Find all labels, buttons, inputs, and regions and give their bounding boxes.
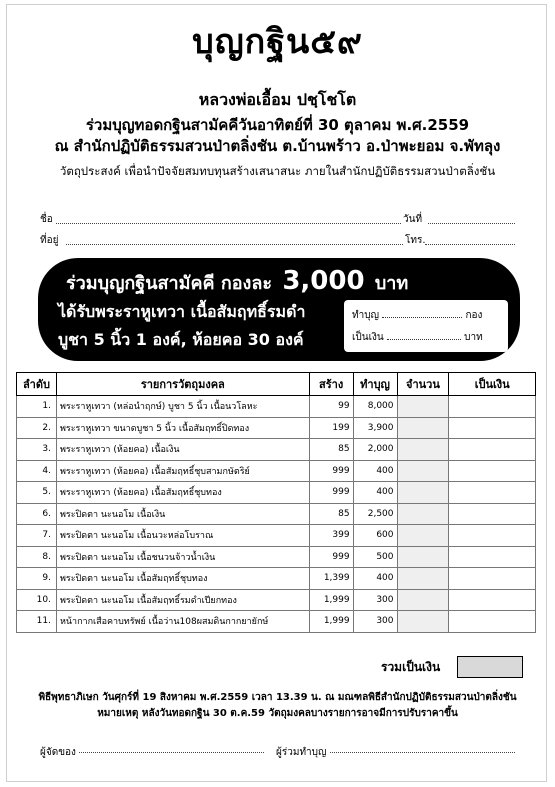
row-item-name: พระราหูเทวา (ห้อยคอ) เนื้อเงิน <box>56 439 309 461</box>
donor-sign <box>276 745 515 760</box>
row-number: 11. <box>17 611 57 633</box>
row-number: 5. <box>17 482 57 504</box>
remark-note: หมายเหตุ หลังวันทอดกฐิน 30 ต.ค.59 วัตถุมงคลบางรายการอาจมีการปรับราคาขึ้น <box>97 708 458 719</box>
row-number: 3. <box>17 439 57 461</box>
row-qty-field[interactable] <box>397 460 449 482</box>
row-number: 1. <box>17 396 57 418</box>
row-qty-field[interactable] <box>397 503 449 525</box>
table-row <box>17 503 536 525</box>
col-header-no: ลำดับ <box>17 373 57 396</box>
event-location-line: ณ สำนักปฏิบัติธรรมสวนป่าตลิ่งชัน ต.บ้านพร้าว อ.ป่าพะยอม จ.พัทลุง <box>54 137 501 155</box>
row-price: 400 <box>353 460 397 482</box>
row-price: 3,900 <box>353 417 397 439</box>
address-label: ที่อยู่ <box>40 235 59 246</box>
table-row <box>17 482 536 504</box>
box-units-field[interactable] <box>382 317 462 318</box>
row-item-name: หน้ากากเสือคาบทรัพย์ เนื้อว่าน108ผสมดินกากยายักษ์ <box>56 611 309 633</box>
date-label: วันที่ <box>403 214 423 225</box>
row-item-name: พระปิดตา นะนอโม เนื้อสัมฤทธิ์รมดำเปียกทอง <box>56 589 309 611</box>
box-amount-unit: บาท <box>464 332 483 343</box>
phone-field[interactable] <box>425 243 515 245</box>
row-build-count: 99 <box>309 396 353 418</box>
row-qty-field[interactable] <box>397 525 449 547</box>
row-item-name: พระปิดตา นะนอโม เนื้อสัมฤทธิ์ชุบทอง <box>56 568 309 590</box>
row-price: 8,000 <box>353 396 397 418</box>
row-number: 7. <box>17 525 57 547</box>
row-amount-field[interactable] <box>449 611 536 633</box>
purpose-line: วัตถุประสงค์ เพื่อนำปัจจัยสมทบทุนสร้างเสนาสนะ ภายในสำนักปฏิบัติธรรมสวนป่าตลิ่งชัน <box>59 164 496 178</box>
row-item-name: พระปิดตา นะนอโม เนื้อนวะหล่อโบราณ <box>56 525 309 547</box>
row-number: 9. <box>17 568 57 590</box>
row-price: 2,000 <box>353 439 397 461</box>
banner-receive: ได้รับพระราหูเทวา เนื้อสัมฤทธิ์รมดำ <box>58 302 306 321</box>
date-field[interactable] <box>428 222 515 224</box>
table-row <box>17 611 536 633</box>
row-price: 400 <box>353 568 397 590</box>
donor-label: ผู้ร่วมทำบุญ <box>276 747 327 758</box>
row-amount-field[interactable] <box>449 460 536 482</box>
row-qty-field[interactable] <box>397 439 449 461</box>
table-row <box>17 460 536 482</box>
logo-title: บุญกฐิน๕๙ <box>192 22 363 62</box>
row-number: 6. <box>17 503 57 525</box>
col-header-build: สร้าง <box>309 373 353 396</box>
row-item-name: พระปิดตา นะนอโม เนื้อเงิน <box>56 503 309 525</box>
banner-title <box>66 266 408 297</box>
row-build-count: 399 <box>309 525 353 547</box>
total-field[interactable] <box>457 656 523 678</box>
row-number: 4. <box>17 460 57 482</box>
row-qty-field[interactable] <box>397 611 449 633</box>
row-build-count: 1,399 <box>309 568 353 590</box>
row-amount-field[interactable] <box>449 503 536 525</box>
row-price: 300 <box>353 611 397 633</box>
row-number: 2. <box>17 417 57 439</box>
row-build-count: 85 <box>309 503 353 525</box>
donor-field[interactable] <box>330 751 515 753</box>
table-row <box>17 396 536 418</box>
table-row <box>17 439 536 461</box>
table-header-row <box>17 373 536 396</box>
row-number: 8. <box>17 546 57 568</box>
row-price: 2,500 <box>353 503 397 525</box>
row-price: 600 <box>353 525 397 547</box>
row-price: 300 <box>353 589 397 611</box>
banner-amount: 3,000 <box>282 266 365 296</box>
row-item-name: พระปิดตา นะนอโม เนื้อชนวนจ้าวน้ำเงิน <box>56 546 309 568</box>
row-build-count: 999 <box>309 460 353 482</box>
row-amount-field[interactable] <box>449 439 536 461</box>
box-units-label: ทำบุญ <box>352 310 380 321</box>
row-amount-field[interactable] <box>449 396 536 418</box>
row-item-name: พระราหูเทวา (หล่อนำฤกษ์) บูชา 5 นิ้ว เนื้อนวโลหะ <box>56 396 309 418</box>
address-field[interactable] <box>66 243 403 245</box>
table-row <box>17 589 536 611</box>
amulet-table <box>16 372 536 633</box>
box-amount-label: เป็นเงิน <box>352 332 384 343</box>
table-row <box>17 568 536 590</box>
row-build-count: 999 <box>309 546 353 568</box>
row-qty-field[interactable] <box>397 568 449 590</box>
table-row <box>17 546 536 568</box>
box-amount-field[interactable] <box>387 339 461 340</box>
row-item-name: พระราหูเทวา (ห้อยคอ) เนื้อสัมฤทธิ์ชุบทอง <box>56 482 309 504</box>
row-item-name: พระราหูเทวา (ห้อยคอ) เนื้อสัมฤทธิ์ชุบสามกษัตริย์ <box>56 460 309 482</box>
row-price: 500 <box>353 546 397 568</box>
row-qty-field[interactable] <box>397 417 449 439</box>
phone-label: โทร. <box>405 235 426 246</box>
table-row <box>17 417 536 439</box>
row-amount-field[interactable] <box>449 589 536 611</box>
name-row <box>40 212 515 228</box>
ceremony-note: พิธีพุทธาภิเษก วันศุกร์ที่ 19 สิงหาคม พ.ศ.2559 เวลา 13.39 น. ณ มณฑลพิธีสำนักปฏิบัติธรรมสวนป่าตลิ่งชัน <box>38 692 517 703</box>
row-build-count: 1,999 <box>309 589 353 611</box>
row-qty-field[interactable] <box>397 396 449 418</box>
row-qty-field[interactable] <box>397 589 449 611</box>
name-field[interactable] <box>56 222 401 224</box>
offer-banner <box>38 258 520 361</box>
event-date-line: ร่วมบุญทอดกฐินสามัคคีวันอาทิตย์ที่ 30 ตุลาคม พ.ศ.2559 <box>85 116 470 134</box>
row-amount-field[interactable] <box>449 482 536 504</box>
total-label: รวมเป็นเงิน <box>381 660 441 674</box>
row-build-count: 1,999 <box>309 611 353 633</box>
banner-title-prefix: ร่วมบุญกฐินสามัคคี กองละ <box>66 273 273 294</box>
box-units-unit: กอง <box>465 310 483 321</box>
row-build-count: 199 <box>309 417 353 439</box>
banner-worship: บูชา 5 นิ้ว 1 องค์, ห้อยคอ 30 องค์ <box>58 330 304 349</box>
col-header-amount: เป็นเงิน <box>449 373 536 396</box>
row-qty-field[interactable] <box>397 482 449 504</box>
name-label: ชื่อ <box>40 214 53 225</box>
row-build-count: 85 <box>309 439 353 461</box>
table-row <box>17 525 536 547</box>
col-header-price: ทำบุญ <box>353 373 397 396</box>
col-header-qty: จำนวน <box>397 373 449 396</box>
row-build-count: 999 <box>309 482 353 504</box>
monk-name: หลวงพ่อเอื้อม ปชฺโชโต <box>198 90 357 109</box>
row-amount-field[interactable] <box>449 525 536 547</box>
row-amount-field[interactable] <box>449 417 536 439</box>
banner-currency: บาท <box>374 273 409 294</box>
row-price: 400 <box>353 482 397 504</box>
row-amount-field[interactable] <box>449 568 536 590</box>
row-item-name: พระราหูเทวา ขนาดบูชา 5 นิ้ว เนื้อสัมฤทธิ์ปิดทอง <box>56 417 309 439</box>
row-qty-field[interactable] <box>397 546 449 568</box>
address-row <box>40 233 515 249</box>
seller-label: ผู้จัดของ <box>40 747 76 758</box>
row-amount-field[interactable] <box>449 546 536 568</box>
row-number: 10. <box>17 589 57 611</box>
seller-field[interactable] <box>79 751 264 753</box>
col-header-item: รายการวัตถุมงคล <box>56 373 309 396</box>
donation-box <box>344 300 508 352</box>
seller-sign <box>40 745 264 760</box>
